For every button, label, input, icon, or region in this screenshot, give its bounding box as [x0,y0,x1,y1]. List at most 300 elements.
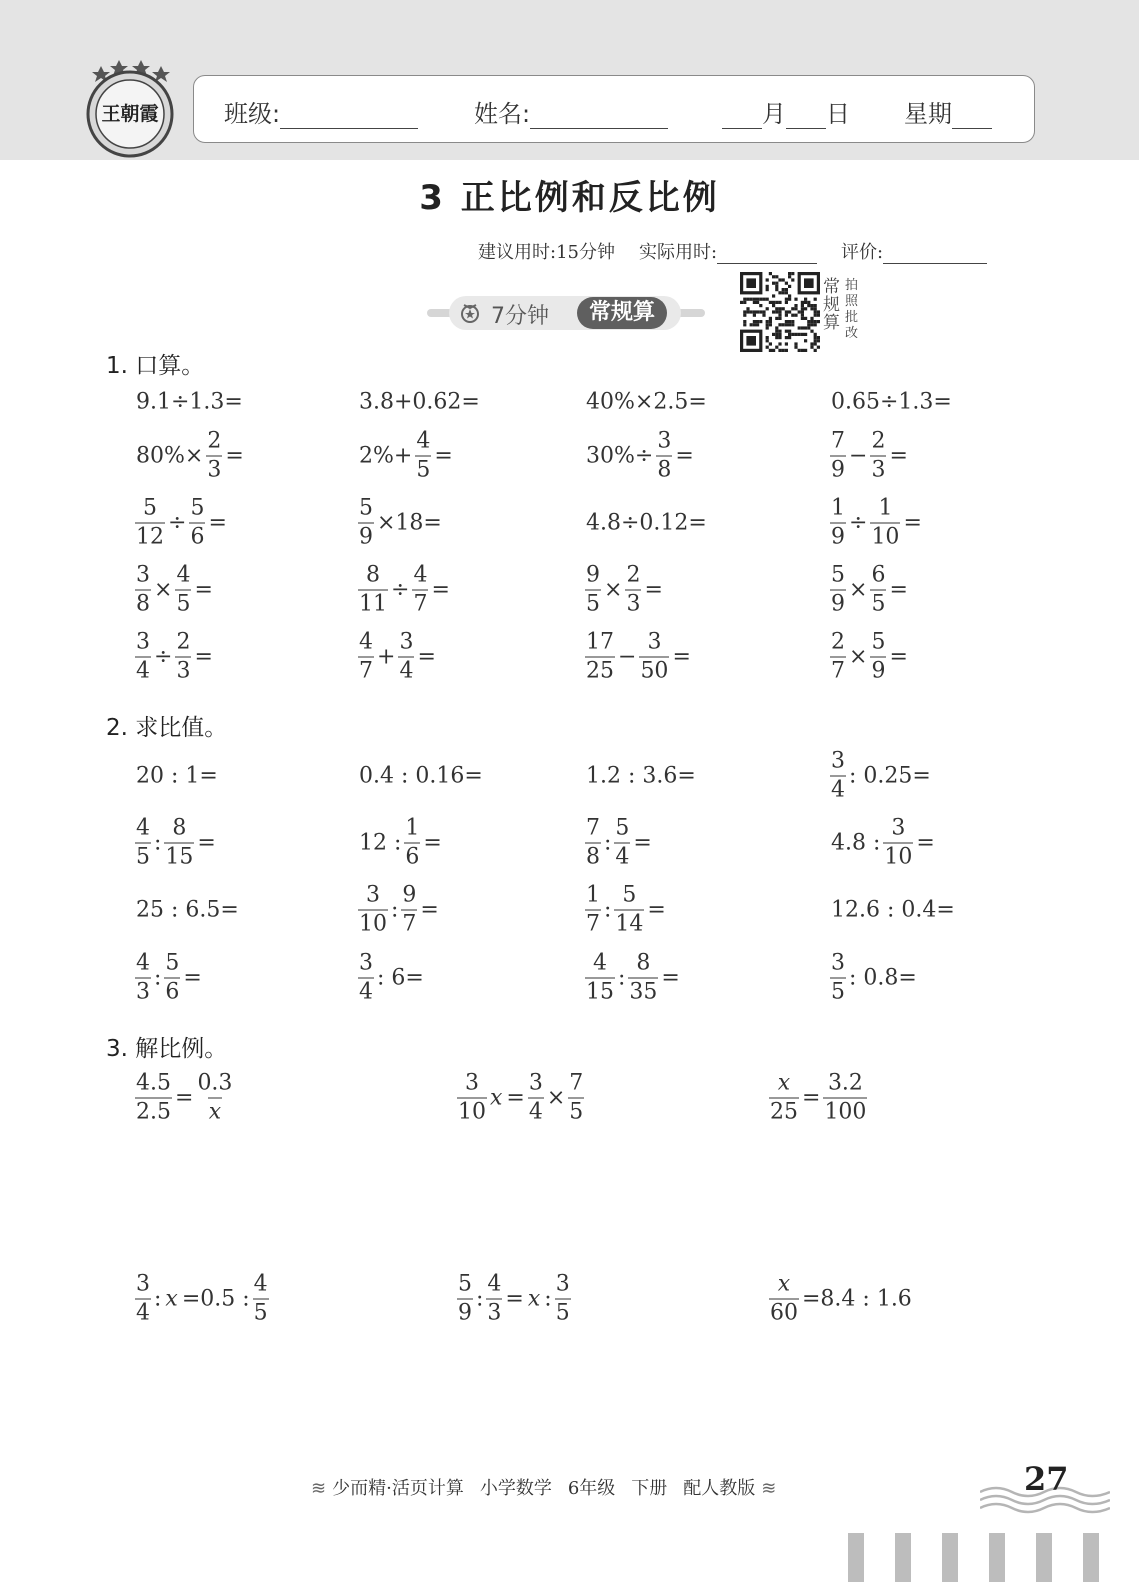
denominator: 4 [528,1099,543,1125]
math-exercise [357,950,426,1005]
fraction [457,1271,473,1326]
fraction [528,1070,544,1125]
fraction [823,1070,867,1125]
denominator: 7 [413,591,428,617]
denominator: 7 [586,911,600,937]
expression-text: + [377,644,396,670]
expression-text: = [661,965,680,991]
math-exercise [584,562,665,617]
numerator: 5 [831,562,845,588]
denominator: 5 [871,591,886,617]
denominator: 10 [871,524,900,550]
math-exercise [357,562,452,617]
expression-text: 40%×2.5= [586,389,707,415]
wave-icon: ≋ [761,1478,777,1499]
denominator: 3 [207,457,222,483]
expression-text: ×18= [377,510,442,536]
math-exercise [357,495,444,550]
numerator: 3 [366,882,380,908]
expression-text: 0.65÷1.3= [831,389,952,415]
numerator: x [777,1271,791,1297]
class-blank[interactable] [280,104,418,129]
qr-char: 批 [845,310,859,325]
expression-text: = [431,577,450,603]
numerator: 4 [253,1271,268,1297]
name-label: 姓名: [474,100,531,128]
denominator: 100 [824,1099,867,1125]
numerator: 3.2 [827,1070,863,1096]
numerator: 5 [615,815,630,841]
math-exercise [829,428,910,483]
variable: x [527,1286,541,1312]
math-exercise [829,562,910,617]
denominator: 5 [253,1300,268,1326]
math-exercise [357,815,444,870]
denominator: 15 [586,979,614,1005]
class-label: 班级: [224,100,281,128]
numerator: 1 [405,815,420,841]
math-exercise [829,815,937,870]
fraction [206,428,222,483]
expression-text: 12.6 : 0.4= [831,897,955,923]
expression-text: 1.2 : 3.6= [586,763,696,789]
section-label: 2. 求比值。 [106,715,228,741]
math-exercise [829,748,933,803]
numerator: 8 [172,815,187,841]
numerator: 5 [165,950,180,976]
expression-text: = [423,830,442,856]
fraction [830,950,846,1005]
logo-text: 王朝霞 [101,103,159,125]
fraction [457,1070,487,1125]
numerator: 2 [207,428,222,454]
class-field[interactable] [224,94,418,129]
denominator: 3 [176,658,191,684]
week-label: 星期 [904,100,952,128]
numerator: x [777,1070,791,1096]
math-exercise [134,428,246,483]
math-exercise [829,898,957,923]
edge-stripe [848,1533,864,1582]
fraction [870,562,886,617]
name-blank[interactable] [530,104,668,129]
numerator: 4 [593,950,607,976]
expression-text: : 0.25= [849,763,931,789]
denominator: x [208,1099,222,1125]
fraction [830,562,846,617]
numerator: 1 [586,882,600,908]
expression-text: ÷ [391,577,410,603]
fraction [639,629,669,684]
denominator: 3 [871,457,886,483]
fraction [769,1070,799,1125]
fraction [486,1271,502,1326]
math-exercise [584,511,709,536]
footer [305,1474,782,1500]
denominator: 9 [831,591,845,617]
expression-text: ÷ [168,510,187,536]
denominator: 9 [359,524,373,550]
fraction [830,428,846,483]
edge-stripe [942,1533,958,1582]
qr-char: 改 [845,326,859,341]
numerator: 5 [458,1271,472,1297]
denominator: 3 [626,591,641,617]
date-field[interactable] [722,94,850,129]
math-exercise [584,764,698,789]
denominator: 9 [831,524,845,550]
page-number: 27 [1024,1460,1069,1498]
expression-text: = [208,510,227,536]
math-exercise [584,428,696,483]
fraction [135,629,151,684]
expression-text: 4.8÷0.12= [586,510,707,536]
fraction [555,1271,571,1326]
math-exercise [768,1070,868,1125]
footer-book: 少而精·活页计算 [332,1478,464,1499]
variable: x [165,1286,178,1312]
denominator: 5 [416,457,431,483]
denominator: 2.5 [136,1099,171,1125]
expression-text: × [849,577,868,603]
numerator: 2 [871,428,886,454]
numerator: 5 [871,629,886,655]
expression-text: − [849,443,868,469]
expression-text: = [903,510,922,536]
denominator: 7 [359,658,373,684]
denominator: 8 [586,844,600,870]
denominator: 4 [399,658,414,684]
expression-text: = [434,443,453,469]
expression-text: = [506,1085,525,1111]
actual-time-blank[interactable] [717,245,817,264]
fraction [175,562,191,617]
fraction [398,629,414,684]
expression-text: = [420,897,439,923]
section-label: 3. 解比例。 [106,1036,228,1062]
fraction [830,629,846,684]
edge-stripe [1083,1533,1099,1582]
denominator: 5 [176,591,191,617]
numerator: 4 [136,950,150,976]
denominator: 8 [657,457,672,483]
math-exercise [584,882,668,937]
fraction [628,950,658,1005]
expression-text: = [647,897,666,923]
numerator: 3 [657,428,672,454]
expression-text: = [675,443,694,469]
numerator: 8 [636,950,651,976]
qr-char: 照 [845,294,859,309]
rating-blank[interactable] [883,245,987,264]
fraction [585,562,601,617]
denominator: 4 [136,1300,150,1326]
fraction [585,882,601,937]
section-label: 1. 口算。 [106,353,205,379]
expression-text: 12 : [359,830,402,856]
fraction [568,1070,584,1125]
section-banner [427,296,705,330]
math-exercise [357,629,438,684]
denominator: 7 [402,911,417,937]
fraction [656,428,672,483]
denominator: 14 [615,911,644,937]
expression-text: : [154,1286,162,1312]
math-exercise [134,815,218,870]
fraction [253,1271,269,1326]
qr-char: 拍 [845,278,859,293]
expression-text: : [604,830,612,856]
numerator: 9 [586,562,600,588]
denominator: 50 [640,658,669,684]
fraction [830,495,846,550]
math-exercise [456,1070,585,1125]
fraction [404,815,420,870]
qr-caption-big [823,278,840,332]
numerator: 1 [831,495,845,521]
math-exercise [768,1271,914,1326]
math-exercise [357,764,485,789]
fraction [401,882,417,937]
denominator: 5 [555,1300,570,1326]
denominator: 9 [458,1300,472,1326]
timing-line [478,238,987,264]
denominator: 4 [136,658,150,684]
numerator: 17 [586,629,614,655]
denominator: 9 [871,658,886,684]
footer-subject: 小学数学 [479,1478,552,1499]
expression-text: 4.8 : [831,830,881,856]
expression-text: × [546,1085,566,1111]
math-exercise [357,428,455,483]
denominator: 25 [586,658,614,684]
numerator: 4 [176,562,191,588]
fraction [135,495,165,550]
qr-char: 常 [823,277,840,297]
denominator: 35 [629,979,658,1005]
fraction [412,562,428,617]
numerator: 6 [871,562,886,588]
fraction [135,815,151,870]
fraction [196,1070,233,1125]
numerator: 3 [399,629,414,655]
footer-grade: 6年级 [567,1478,616,1499]
math-exercise [584,629,693,684]
math-exercise [829,629,910,684]
student-info-box [193,75,1035,143]
denominator: 5 [136,844,150,870]
rating-label: 评价: [841,242,884,263]
fraction [585,629,615,684]
numerator: 7 [569,1070,584,1096]
denominator: 3 [136,979,150,1005]
expression-text: × [849,644,868,670]
expression-text: =0.5 : [181,1286,250,1312]
fraction [175,629,191,684]
numerator: 7 [831,428,845,454]
expression-text: =8.4 : 1.6 [802,1286,912,1312]
numerator: 7 [586,815,600,841]
fraction [415,428,431,483]
fraction [830,748,846,803]
numerator: 2 [176,629,191,655]
expression-text: × [604,577,623,603]
expression-text: = [194,644,213,670]
expression-text: = [505,1286,524,1312]
numerator: 8 [366,562,380,588]
numerator: 3 [136,562,150,588]
math-exercise [134,764,220,789]
expression-text: 30%÷ [586,443,654,469]
fraction [870,495,900,550]
banner-tag: 常规算 [577,297,667,329]
fraction [769,1271,799,1326]
numerator: 5 [143,495,157,521]
fraction [870,629,886,684]
page-title: 3 正比例和反比例 [419,178,720,218]
weekday-field[interactable] [904,94,992,129]
math-exercise [357,882,441,937]
footer-edition: 配人教版 [683,1478,756,1499]
math-exercise [456,1271,572,1326]
actual-time-label: 实际用时: [638,242,718,263]
wave-icon: ≋ [311,1478,327,1499]
name-field[interactable] [474,94,668,129]
qr-char: 规 [823,295,840,315]
fraction [870,428,886,483]
math-exercise [357,390,482,415]
math-exercise [134,950,204,1005]
expression-text: ÷ [849,510,868,536]
math-exercise [134,1271,270,1326]
edge-stripe [895,1533,911,1582]
numerator: 4 [359,629,373,655]
numerator: 2 [626,562,641,588]
math-exercise [134,390,245,415]
denominator: 6 [165,979,180,1005]
numerator: 4 [136,815,150,841]
variable: x [490,1085,503,1111]
denominator: 25 [770,1099,798,1125]
numerator: 3 [528,1070,543,1096]
fraction [164,950,180,1005]
expression-text: 2%+ [359,443,413,469]
brand-logo [80,58,180,158]
numerator: 3 [465,1070,479,1096]
expression-text: 20 : 1= [136,763,218,789]
fraction [189,495,205,550]
expression-text: = [802,1085,821,1111]
medal-icon [459,302,481,324]
expression-text: × [154,577,173,603]
denominator: 5 [831,979,845,1005]
denominator: 4 [615,844,630,870]
numerator: 3 [891,815,906,841]
numerator: 3 [136,629,150,655]
expression-text: : 0.8= [849,965,917,991]
numerator: 4 [487,1271,502,1297]
numerator: 0.3 [197,1070,233,1096]
fraction [614,815,630,870]
qr-char: 算 [823,313,840,333]
denominator: 10 [359,911,387,937]
denominator: 5 [569,1099,584,1125]
month-blank[interactable] [722,104,762,129]
expression-text: = [194,577,213,603]
numerator: 3 [647,629,662,655]
week-blank[interactable] [952,104,992,129]
denominator: 7 [831,658,845,684]
fraction [135,1070,172,1125]
footer-volume: 下册 [631,1478,668,1499]
banner-time: 7分钟 [491,304,549,329]
qr-code-icon[interactable] [740,272,820,352]
numerator: 5 [622,882,637,908]
denominator: 3 [487,1300,502,1326]
edge-stripe [1036,1533,1052,1582]
expression-text: ÷ [154,644,173,670]
math-exercise [134,898,241,923]
expression-text: : [618,965,626,991]
expression-text: = [889,443,908,469]
numerator: 4.5 [136,1070,171,1096]
expression-text: = [417,644,436,670]
fraction [614,882,644,937]
numerator: 3 [359,950,373,976]
expression-text: : [391,897,399,923]
numerator: 5 [190,495,205,521]
expression-text: = [633,830,652,856]
expression-text: : [604,897,612,923]
month-label: 月 [762,100,786,128]
expression-text: : [476,1286,484,1312]
fraction [358,950,374,1005]
day-blank[interactable] [786,104,826,129]
expression-text: = [225,443,244,469]
fraction [585,815,601,870]
expression-text: = [916,830,935,856]
expression-text: = [672,644,691,670]
fraction [625,562,641,617]
expression-text: 80%× [136,443,204,469]
fraction [135,950,151,1005]
fraction [358,629,374,684]
fraction [358,562,388,617]
day-label: 日 [826,100,850,128]
expression-text: 9.1÷1.3= [136,389,243,415]
denominator: 12 [136,524,164,550]
expression-text: 3.8+0.62= [359,389,480,415]
numerator: 2 [831,629,845,655]
denominator: 10 [458,1099,486,1125]
fraction [883,815,913,870]
fraction [585,950,615,1005]
math-exercise [829,950,919,1005]
math-exercise [134,562,215,617]
expression-text: = [197,830,216,856]
numerator: 1 [878,495,893,521]
denominator: 6 [190,524,205,550]
expression-text: = [889,577,908,603]
expression-text: = [183,965,202,991]
denominator: 4 [831,777,845,803]
numerator: 9 [402,882,417,908]
denominator: 6 [405,844,420,870]
denominator: 15 [165,844,194,870]
fraction [135,562,151,617]
expression-text: 0.4 : 0.16= [359,763,483,789]
denominator: 60 [770,1300,798,1326]
